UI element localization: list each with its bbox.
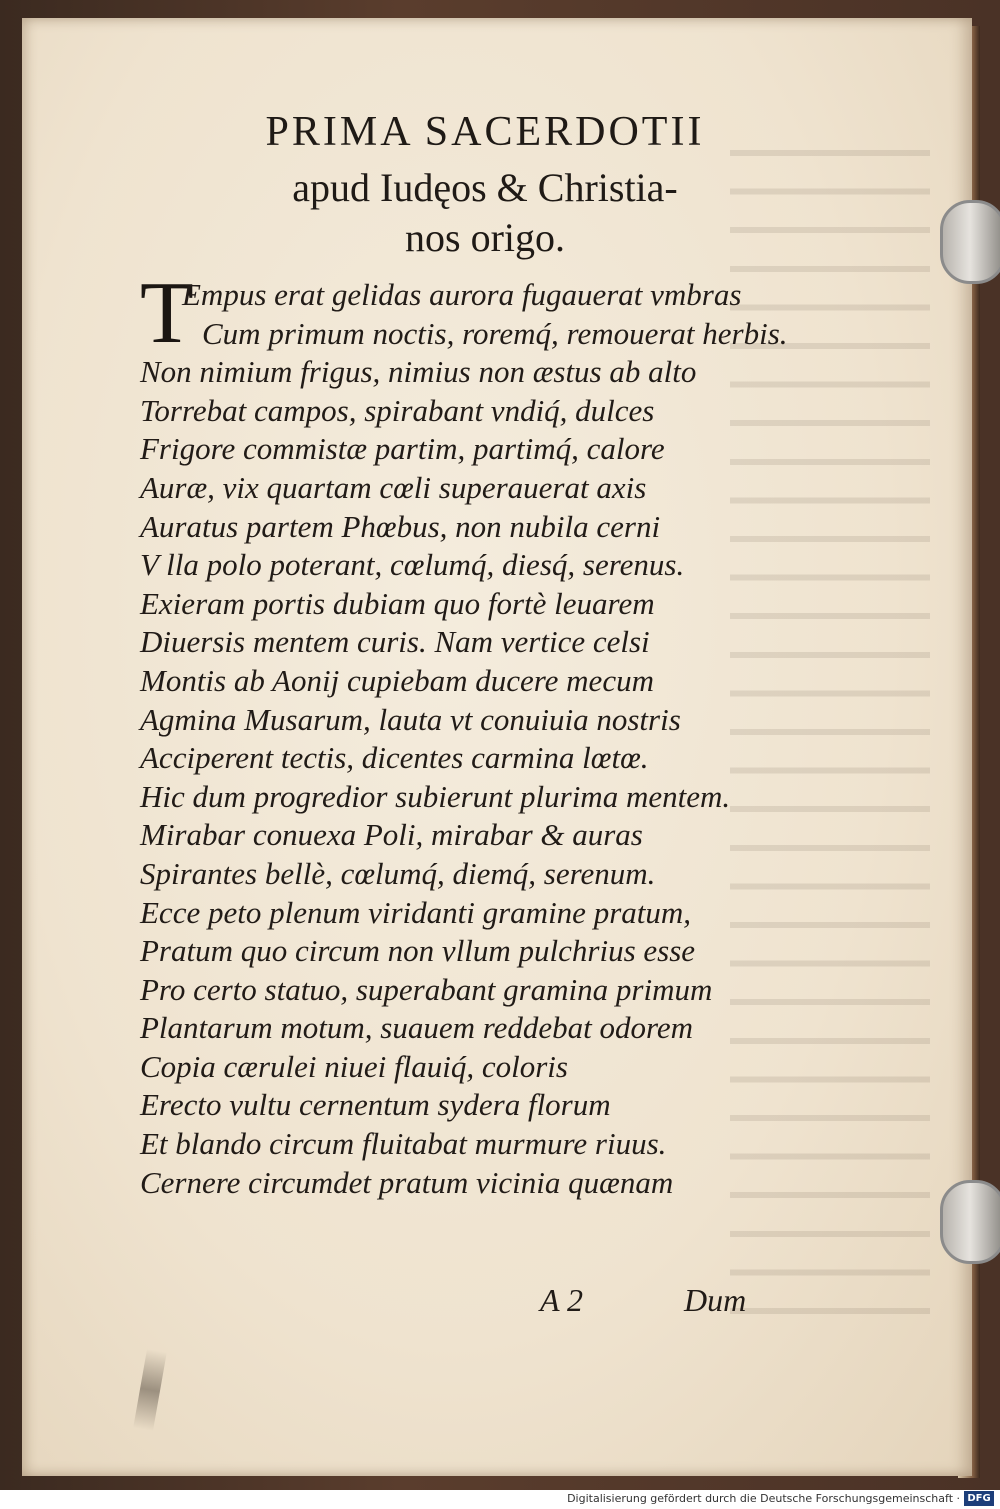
verse-line: Diuersis mentem curis. Nam vertice celsi: [140, 624, 650, 660]
drop-capital: T: [140, 265, 194, 362]
verse-body: [140, 276, 800, 1202]
verse-line: Cernere circumdet pratum vicinia quænam: [140, 1164, 674, 1200]
verse-line: Erecto vultu cernentum sydera florum: [140, 1087, 611, 1123]
verse-line: Spirantes bellè, cœlumq́, diemq́, serenum.: [140, 855, 656, 891]
verse-line: Auræ, vix quartam cœli superauerat axis: [140, 469, 647, 505]
verse-line: Pratum quo circum non vllum pulchrius esse: [140, 933, 696, 969]
verse-line: V lla polo poterant, cœlumq́, diesq́, serenus.: [140, 547, 685, 583]
catchword: Dum: [684, 1282, 747, 1318]
clasp-bottom-icon: [940, 1180, 1000, 1264]
verse-line: Frigore commistæ partim, partimq́, calore: [140, 431, 665, 467]
verse-line: Auratus partem Phœbus, non nubila cerni: [140, 508, 661, 544]
clasp-top-icon: [940, 200, 1000, 284]
verse-line: Empus erat gelidas aurora fugauerat vmbras: [182, 277, 742, 312]
heading-line-3: nos origo.: [405, 215, 565, 260]
verse-line: Exieram portis dubiam quo fortè leuarem: [140, 585, 655, 621]
signature-mark: A 2: [540, 1282, 583, 1318]
dfg-logo-icon: DFG: [964, 1491, 994, 1506]
footer-credit: Digitalisierung gefördert durch die Deutsche Forschungsgemeinschaft ·: [567, 1492, 960, 1505]
verse-line: Ecce peto plenum viridanti gramine pratum,: [140, 894, 692, 930]
verse-line: Mirabar conuexa Poli, mirabar & auras: [140, 817, 643, 853]
verse-line: Copia cærulei niuei flauiq́, coloris: [140, 1048, 568, 1084]
heading-line-1: PRIMA SACERDOTII: [265, 109, 705, 155]
verse-line: Montis ab Aonij cupiebam ducere mecum: [140, 662, 654, 698]
verse-line: Plantarum motum, suauem reddebat odorem: [140, 1010, 694, 1046]
verse-line: Et blando circum fluitabat murmure riuus.: [140, 1126, 667, 1162]
verse-line: Hic dum progredior subierunt plurima mentem.: [140, 778, 731, 814]
heading-line-2: apud Iudęos & Christia-: [292, 165, 678, 210]
verse-line: Pro certo statuo, superabant gramina primum: [140, 971, 713, 1007]
verse-line: Cum primum noctis, roremq́, remouerat herbis.: [202, 315, 788, 351]
verse-line: Torrebat campos, spirabant vndiq́, dulces: [140, 392, 655, 428]
verse-line: Acciperent tectis, dicentes carmina lœtœ.: [140, 740, 649, 776]
verse-line: Agmina Musarum, lauta vt conuiuia nostris: [140, 701, 681, 737]
verse-line: Non nimium frigus, nimius non æstus ab alto: [140, 354, 697, 390]
